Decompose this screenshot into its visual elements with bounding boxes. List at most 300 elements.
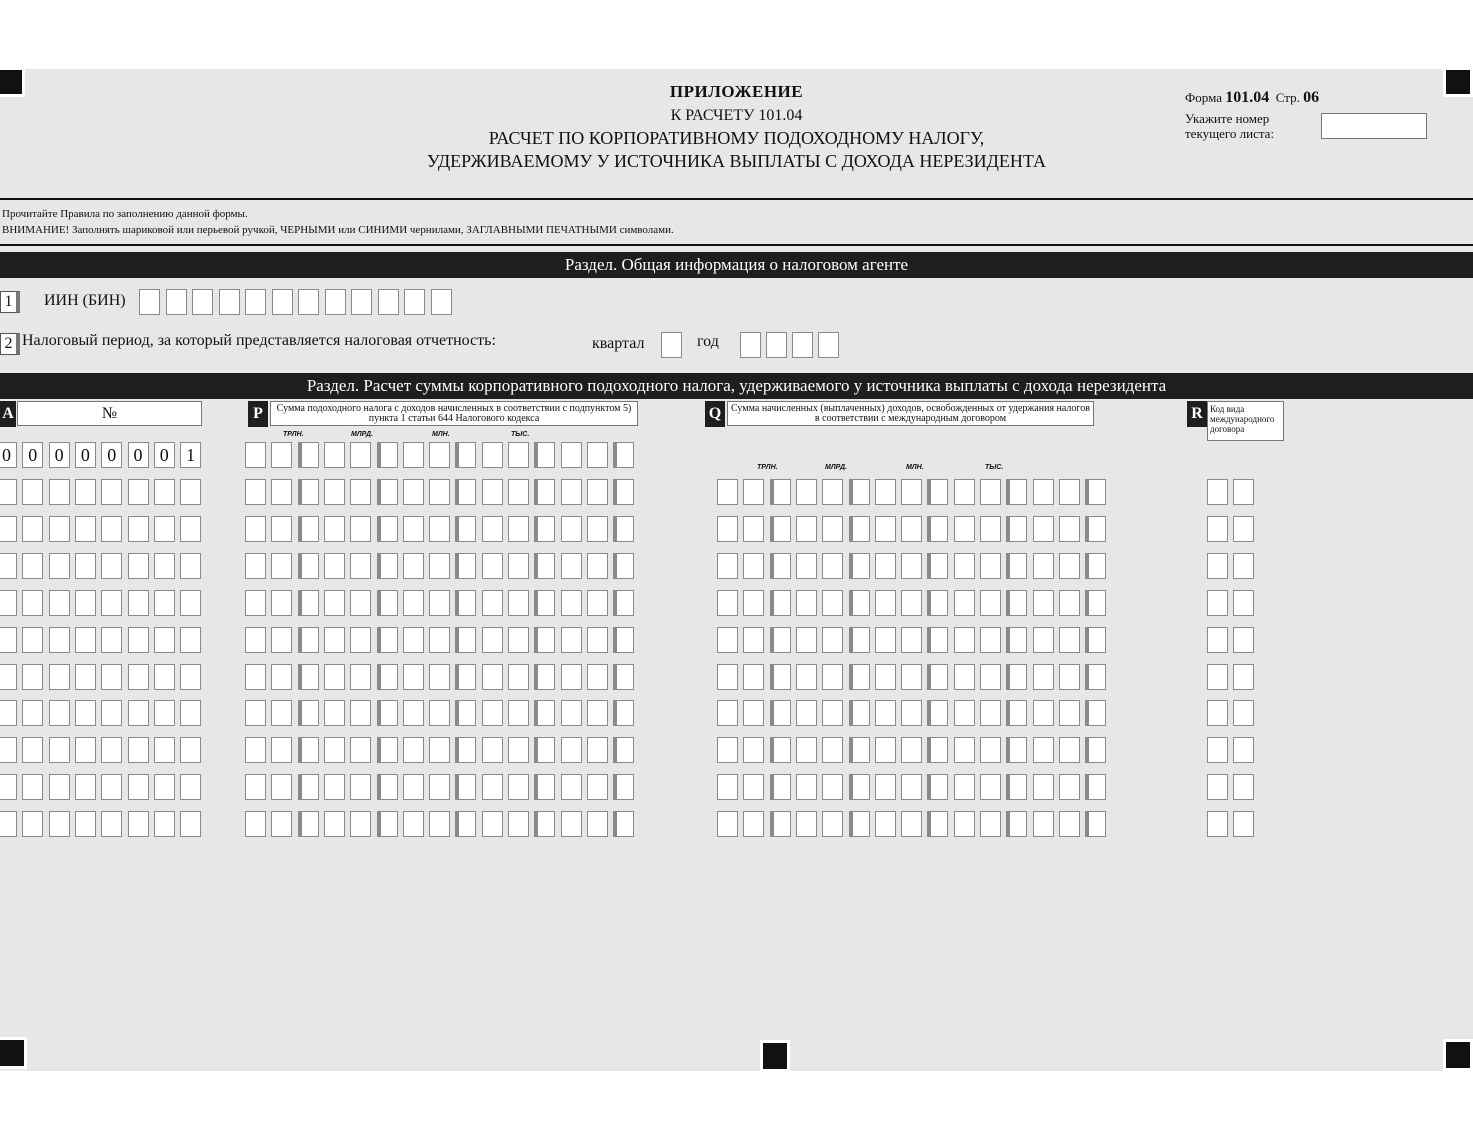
exempt-income-cell[interactable] [875,479,896,505]
exempt-income-cell[interactable] [743,479,764,505]
exempt-income-cell[interactable] [743,811,764,837]
tax-amount-cell[interactable] [482,774,503,800]
row-number-cell[interactable]: 0 [128,442,149,468]
tax-amount-cell[interactable] [429,516,450,542]
exempt-income-cell[interactable] [954,664,975,690]
tax-amount-cell[interactable] [350,516,371,542]
tax-amount-cell[interactable] [324,553,345,579]
row-number-cell[interactable] [154,664,175,690]
exempt-income-cell[interactable] [717,516,738,542]
row-number-cell[interactable] [22,553,43,579]
exempt-income-cell[interactable] [1059,590,1080,616]
exempt-income-cell[interactable] [743,553,764,579]
row-number-cell[interactable] [101,774,122,800]
row-number-cell[interactable]: 0 [154,442,175,468]
exempt-income-cell[interactable] [1033,479,1054,505]
tax-amount-cell[interactable] [561,700,582,726]
exempt-income-cell[interactable] [954,553,975,579]
row-number-cell[interactable] [101,590,122,616]
exempt-income-cell[interactable] [1085,664,1106,690]
tax-amount-cell[interactable] [271,700,292,726]
tax-amount-cell[interactable] [613,442,634,468]
row-number-cell[interactable] [154,811,175,837]
tax-amount-cell[interactable] [429,627,450,653]
tax-amount-cell[interactable] [298,737,319,763]
tax-amount-cell[interactable] [561,737,582,763]
tax-amount-cell[interactable] [403,700,424,726]
row-number-cell[interactable] [154,479,175,505]
exempt-income-cell[interactable] [796,737,817,763]
tax-amount-cell[interactable] [429,700,450,726]
tax-amount-cell[interactable] [534,442,555,468]
exempt-income-cell[interactable] [1085,516,1106,542]
iin-digit-cell[interactable] [351,289,372,315]
row-number-cell[interactable]: 0 [22,442,43,468]
tax-amount-cell[interactable] [455,442,476,468]
tax-amount-cell[interactable] [324,811,345,837]
exempt-income-cell[interactable] [743,774,764,800]
exempt-income-cell[interactable] [796,479,817,505]
tax-amount-cell[interactable] [561,664,582,690]
exempt-income-cell[interactable] [849,627,870,653]
tax-amount-cell[interactable] [403,664,424,690]
exempt-income-cell[interactable] [1059,700,1080,726]
row-number-cell[interactable] [180,664,201,690]
exempt-income-cell[interactable] [1085,553,1106,579]
row-number-cell[interactable] [128,774,149,800]
tax-amount-cell[interactable] [377,516,398,542]
tax-amount-cell[interactable] [534,627,555,653]
exempt-income-cell[interactable] [849,479,870,505]
row-number-cell[interactable] [128,700,149,726]
row-number-cell[interactable] [154,737,175,763]
exempt-income-cell[interactable] [849,774,870,800]
tax-amount-cell[interactable] [534,700,555,726]
exempt-income-cell[interactable] [927,516,948,542]
exempt-income-cell[interactable] [1085,811,1106,837]
tax-amount-cell[interactable] [482,700,503,726]
tax-amount-cell[interactable] [429,774,450,800]
exempt-income-cell[interactable] [1006,590,1027,616]
row-number-cell[interactable] [75,664,96,690]
exempt-income-cell[interactable] [1059,811,1080,837]
exempt-income-cell[interactable] [875,553,896,579]
tax-amount-cell[interactable] [482,553,503,579]
tax-amount-cell[interactable] [298,442,319,468]
sheet-number-field[interactable] [1321,113,1427,139]
tax-amount-cell[interactable] [271,627,292,653]
tax-amount-cell[interactable] [429,664,450,690]
tax-amount-cell[interactable] [508,811,529,837]
row-number-cell[interactable] [0,627,17,653]
exempt-income-cell[interactable] [849,590,870,616]
tax-amount-cell[interactable] [613,590,634,616]
exempt-income-cell[interactable] [717,479,738,505]
exempt-income-cell[interactable] [1059,627,1080,653]
tax-amount-cell[interactable] [324,737,345,763]
row-number-cell[interactable] [180,627,201,653]
tax-amount-cell[interactable] [271,479,292,505]
tax-amount-cell[interactable] [245,627,266,653]
tax-amount-cell[interactable] [245,664,266,690]
exempt-income-cell[interactable] [1033,700,1054,726]
row-number-cell[interactable] [22,479,43,505]
tax-amount-cell[interactable] [482,627,503,653]
tax-amount-cell[interactable] [482,442,503,468]
exempt-income-cell[interactable] [901,516,922,542]
row-number-cell[interactable] [101,700,122,726]
tax-amount-cell[interactable] [429,811,450,837]
row-number-cell[interactable] [0,479,17,505]
tax-amount-cell[interactable] [482,737,503,763]
row-number-cell[interactable] [180,737,201,763]
tax-amount-cell[interactable] [245,811,266,837]
exempt-income-cell[interactable] [1033,553,1054,579]
row-number-cell[interactable] [128,664,149,690]
tax-amount-cell[interactable] [455,479,476,505]
tax-amount-cell[interactable] [429,737,450,763]
tax-amount-cell[interactable] [429,590,450,616]
row-number-cell[interactable] [0,664,17,690]
tax-amount-cell[interactable] [587,590,608,616]
tax-amount-cell[interactable] [324,442,345,468]
tax-amount-cell[interactable] [271,774,292,800]
exempt-income-cell[interactable] [875,811,896,837]
tax-amount-cell[interactable] [429,479,450,505]
tax-amount-cell[interactable] [403,516,424,542]
tax-amount-cell[interactable] [534,774,555,800]
exempt-income-cell[interactable] [717,811,738,837]
exempt-income-cell[interactable] [796,664,817,690]
tax-amount-cell[interactable] [298,590,319,616]
tax-amount-cell[interactable] [298,553,319,579]
row-number-cell[interactable]: 0 [101,442,122,468]
tax-amount-cell[interactable] [534,737,555,763]
exempt-income-cell[interactable] [717,664,738,690]
tax-amount-cell[interactable] [587,700,608,726]
exempt-income-cell[interactable] [980,516,1001,542]
exempt-income-cell[interactable] [849,737,870,763]
iin-digit-cell[interactable] [325,289,346,315]
exempt-income-cell[interactable] [980,811,1001,837]
tax-amount-cell[interactable] [508,516,529,542]
year-digit-cell[interactable] [792,332,813,358]
row-number-cell[interactable] [0,516,17,542]
row-number-cell[interactable] [128,516,149,542]
exempt-income-cell[interactable] [1085,590,1106,616]
tax-amount-cell[interactable] [613,774,634,800]
row-number-cell[interactable] [128,479,149,505]
tax-amount-cell[interactable] [377,737,398,763]
row-number-cell[interactable] [154,590,175,616]
tax-amount-cell[interactable] [587,553,608,579]
iin-digit-cell[interactable] [139,289,160,315]
row-number-cell[interactable] [101,627,122,653]
tax-amount-cell[interactable] [561,479,582,505]
tax-amount-cell[interactable] [324,590,345,616]
exempt-income-cell[interactable] [875,627,896,653]
tax-amount-cell[interactable] [561,774,582,800]
tax-amount-cell[interactable] [561,627,582,653]
tax-amount-cell[interactable] [377,627,398,653]
treaty-code-cell[interactable] [1207,479,1228,505]
exempt-income-cell[interactable] [980,700,1001,726]
treaty-code-cell[interactable] [1207,553,1228,579]
tax-amount-cell[interactable] [298,516,319,542]
exempt-income-cell[interactable] [875,664,896,690]
tax-amount-cell[interactable] [455,553,476,579]
tax-amount-cell[interactable] [298,700,319,726]
exempt-income-cell[interactable] [849,700,870,726]
tax-amount-cell[interactable] [298,664,319,690]
row-number-cell[interactable] [75,811,96,837]
exempt-income-cell[interactable] [770,627,791,653]
treaty-code-cell[interactable] [1233,811,1254,837]
exempt-income-cell[interactable] [927,664,948,690]
exempt-income-cell[interactable] [901,664,922,690]
tax-amount-cell[interactable] [350,479,371,505]
tax-amount-cell[interactable] [587,664,608,690]
tax-amount-cell[interactable] [482,479,503,505]
treaty-code-cell[interactable] [1207,590,1228,616]
exempt-income-cell[interactable] [954,700,975,726]
exempt-income-cell[interactable] [954,590,975,616]
row-number-cell[interactable] [49,553,70,579]
exempt-income-cell[interactable] [770,700,791,726]
tax-amount-cell[interactable] [455,664,476,690]
tax-amount-cell[interactable] [561,590,582,616]
row-number-cell[interactable] [0,700,17,726]
exempt-income-cell[interactable] [1059,479,1080,505]
exempt-income-cell[interactable] [1006,664,1027,690]
tax-amount-cell[interactable] [613,479,634,505]
row-number-cell[interactable] [128,811,149,837]
exempt-income-cell[interactable] [927,479,948,505]
row-number-cell[interactable] [75,627,96,653]
iin-digit-cell[interactable] [272,289,293,315]
exempt-income-cell[interactable] [901,700,922,726]
exempt-income-cell[interactable] [1085,479,1106,505]
treaty-code-cell[interactable] [1233,737,1254,763]
tax-amount-cell[interactable] [245,700,266,726]
row-number-cell[interactable] [180,553,201,579]
row-number-cell[interactable] [22,664,43,690]
exempt-income-cell[interactable] [980,737,1001,763]
exempt-income-cell[interactable] [901,774,922,800]
tax-amount-cell[interactable] [587,774,608,800]
tax-amount-cell[interactable] [377,553,398,579]
tax-amount-cell[interactable] [245,442,266,468]
exempt-income-cell[interactable] [822,590,843,616]
tax-amount-cell[interactable] [613,516,634,542]
exempt-income-cell[interactable] [901,627,922,653]
treaty-code-cell[interactable] [1233,590,1254,616]
tax-amount-cell[interactable] [429,553,450,579]
row-number-cell[interactable] [22,590,43,616]
exempt-income-cell[interactable] [822,737,843,763]
exempt-income-cell[interactable] [770,737,791,763]
tax-amount-cell[interactable] [271,442,292,468]
tax-amount-cell[interactable] [271,737,292,763]
tax-amount-cell[interactable] [534,664,555,690]
tax-amount-cell[interactable] [587,479,608,505]
row-number-cell[interactable] [49,700,70,726]
tax-amount-cell[interactable] [350,627,371,653]
row-number-cell[interactable] [101,737,122,763]
exempt-income-cell[interactable] [849,811,870,837]
row-number-cell[interactable] [0,590,17,616]
exempt-income-cell[interactable] [980,590,1001,616]
treaty-code-cell[interactable] [1233,516,1254,542]
tax-amount-cell[interactable] [508,590,529,616]
tax-amount-cell[interactable] [377,664,398,690]
exempt-income-cell[interactable] [822,811,843,837]
exempt-income-cell[interactable] [822,516,843,542]
treaty-code-cell[interactable] [1207,627,1228,653]
iin-digit-cell[interactable] [245,289,266,315]
exempt-income-cell[interactable] [770,811,791,837]
tax-amount-cell[interactable] [350,737,371,763]
tax-amount-cell[interactable] [403,479,424,505]
row-number-cell[interactable] [0,811,17,837]
exempt-income-cell[interactable] [717,553,738,579]
treaty-code-cell[interactable] [1207,737,1228,763]
row-number-cell[interactable] [22,737,43,763]
exempt-income-cell[interactable] [954,737,975,763]
exempt-income-cell[interactable] [1033,590,1054,616]
row-number-cell[interactable] [180,774,201,800]
exempt-income-cell[interactable] [875,516,896,542]
treaty-code-cell[interactable] [1233,664,1254,690]
exempt-income-cell[interactable] [1033,774,1054,800]
row-number-cell[interactable] [101,553,122,579]
exempt-income-cell[interactable] [875,774,896,800]
tax-amount-cell[interactable] [377,774,398,800]
tax-amount-cell[interactable] [298,627,319,653]
tax-amount-cell[interactable] [403,590,424,616]
row-number-cell[interactable] [154,516,175,542]
iin-digit-cell[interactable] [431,289,452,315]
tax-amount-cell[interactable] [271,590,292,616]
row-number-cell[interactable] [75,516,96,542]
exempt-income-cell[interactable] [1006,553,1027,579]
exempt-income-cell[interactable] [1059,553,1080,579]
row-number-cell[interactable] [22,700,43,726]
exempt-income-cell[interactable] [770,479,791,505]
tax-amount-cell[interactable] [324,627,345,653]
exempt-income-cell[interactable] [849,516,870,542]
treaty-code-cell[interactable] [1233,553,1254,579]
row-number-cell[interactable]: 0 [0,442,17,468]
row-number-cell[interactable] [180,516,201,542]
row-number-cell[interactable] [49,737,70,763]
row-number-cell[interactable] [22,627,43,653]
tax-amount-cell[interactable] [587,811,608,837]
tax-amount-cell[interactable] [613,811,634,837]
exempt-income-cell[interactable] [1033,664,1054,690]
tax-amount-cell[interactable] [455,590,476,616]
exempt-income-cell[interactable] [954,516,975,542]
exempt-income-cell[interactable] [743,737,764,763]
exempt-income-cell[interactable] [822,553,843,579]
tax-amount-cell[interactable] [271,811,292,837]
tax-amount-cell[interactable] [271,553,292,579]
exempt-income-cell[interactable] [875,590,896,616]
exempt-income-cell[interactable] [875,700,896,726]
tax-amount-cell[interactable] [271,664,292,690]
exempt-income-cell[interactable] [796,811,817,837]
row-number-cell[interactable] [75,479,96,505]
tax-amount-cell[interactable] [534,479,555,505]
exempt-income-cell[interactable] [849,553,870,579]
row-number-cell[interactable] [49,811,70,837]
tax-amount-cell[interactable] [350,553,371,579]
tax-amount-cell[interactable] [377,811,398,837]
exempt-income-cell[interactable] [927,553,948,579]
tax-amount-cell[interactable] [403,737,424,763]
exempt-income-cell[interactable] [901,479,922,505]
exempt-income-cell[interactable] [927,811,948,837]
tax-amount-cell[interactable] [403,811,424,837]
tax-amount-cell[interactable] [403,442,424,468]
exempt-income-cell[interactable] [1006,811,1027,837]
exempt-income-cell[interactable] [770,553,791,579]
tax-amount-cell[interactable] [561,442,582,468]
tax-amount-cell[interactable] [534,516,555,542]
tax-amount-cell[interactable] [482,590,503,616]
row-number-cell[interactable] [101,516,122,542]
tax-amount-cell[interactable] [298,479,319,505]
row-number-cell[interactable] [154,553,175,579]
exempt-income-cell[interactable] [743,664,764,690]
exempt-income-cell[interactable] [901,590,922,616]
tax-amount-cell[interactable] [455,774,476,800]
tax-amount-cell[interactable] [403,627,424,653]
treaty-code-cell[interactable] [1233,627,1254,653]
row-number-cell[interactable] [154,627,175,653]
exempt-income-cell[interactable] [1033,627,1054,653]
exempt-income-cell[interactable] [796,627,817,653]
tax-amount-cell[interactable] [534,590,555,616]
iin-digit-cell[interactable] [166,289,187,315]
tax-amount-cell[interactable] [508,664,529,690]
row-number-cell[interactable] [0,553,17,579]
exempt-income-cell[interactable] [954,811,975,837]
tax-amount-cell[interactable] [508,442,529,468]
exempt-income-cell[interactable] [980,774,1001,800]
tax-amount-cell[interactable] [324,664,345,690]
year-digit-cell[interactable] [740,332,761,358]
tax-amount-cell[interactable] [403,774,424,800]
treaty-code-cell[interactable] [1233,774,1254,800]
tax-amount-cell[interactable] [482,516,503,542]
tax-amount-cell[interactable] [613,737,634,763]
exempt-income-cell[interactable] [927,627,948,653]
row-number-cell[interactable]: 0 [75,442,96,468]
tax-amount-cell[interactable] [324,700,345,726]
tax-amount-cell[interactable] [429,442,450,468]
exempt-income-cell[interactable] [954,479,975,505]
exempt-income-cell[interactable] [743,627,764,653]
tax-amount-cell[interactable] [587,627,608,653]
exempt-income-cell[interactable] [875,737,896,763]
exempt-income-cell[interactable] [1085,774,1106,800]
tax-amount-cell[interactable] [298,774,319,800]
tax-amount-cell[interactable] [613,627,634,653]
tax-amount-cell[interactable] [403,553,424,579]
tax-amount-cell[interactable] [508,774,529,800]
year-digit-cell[interactable] [766,332,787,358]
